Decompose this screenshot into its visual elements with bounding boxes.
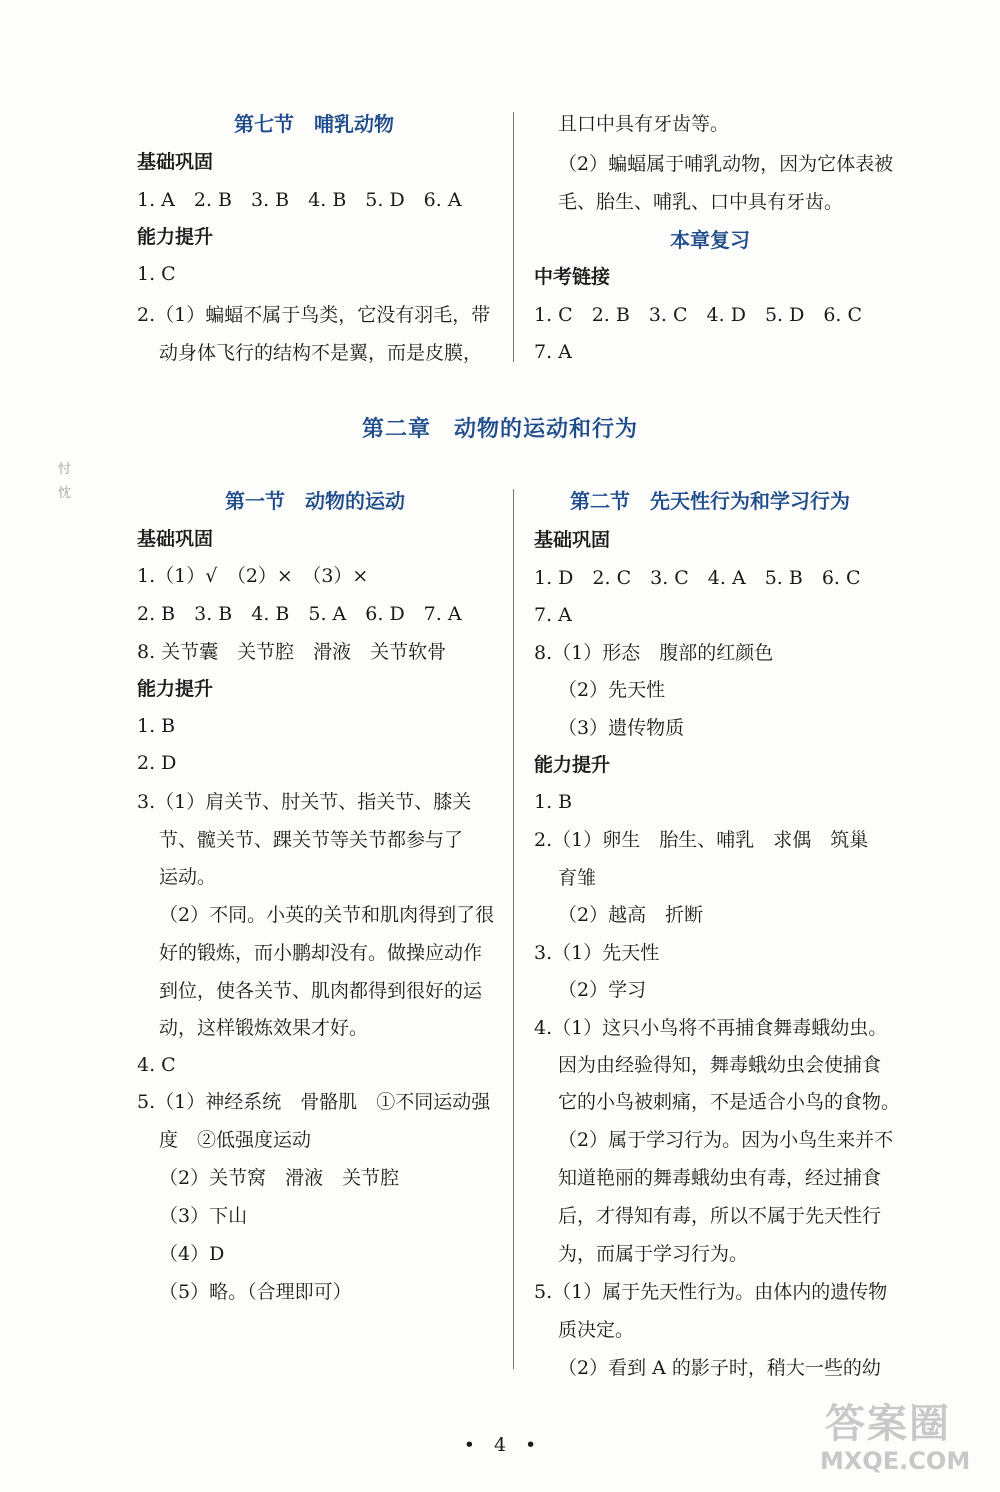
section-title-review: 本章复习 [670, 228, 750, 252]
answer-line: 知道艳丽的舞毒蛾幼虫有毒，经过捕食 [558, 1167, 882, 1189]
answer-line: 7. A [534, 341, 572, 363]
answer-line: 1. A 2. B 3. B 4. B 5. D 6. A [137, 189, 462, 211]
answer-line: （2）属于学习行为。因为小鸟生来并不 [558, 1129, 894, 1151]
answer-line: 4. C [137, 1054, 176, 1076]
answer-line: （2）学习 [558, 979, 647, 1001]
answer-line: 质决定。 [558, 1319, 635, 1341]
answer-line: 它的小鸟被刺痛，不是适合小鸟的食物。 [558, 1091, 901, 1113]
answer-line: （5）略。（合理即可） [159, 1281, 352, 1303]
answer-line: （2）关节窝 滑液 关节腔 [159, 1167, 400, 1189]
column-divider [513, 112, 514, 362]
answer-line: （2）先天性 [558, 679, 666, 701]
answer-line: （2）蝙蝠属于哺乳动物，因为它体表被 [558, 153, 894, 175]
answer-line: 2. D [137, 752, 177, 774]
answer-line: 1. B [137, 715, 176, 737]
column-divider [513, 489, 514, 1369]
heading-advanced: 能力提升 [534, 754, 611, 776]
answer-line: 运动。 [159, 866, 217, 888]
heading-basic: 基础巩固 [534, 529, 611, 551]
answer-line: 动，这样锻炼效果才好。 [159, 1017, 369, 1039]
answer-line: 度 ②低强度运动 [159, 1129, 312, 1151]
answer-line: 3.（1）肩关节、肘关节、指关节、膝关 [137, 791, 472, 813]
answer-line: （4）D [159, 1243, 225, 1265]
answer-line: （2）越高 折断 [558, 904, 704, 926]
answer-line: 育雏 [558, 867, 597, 889]
heading-exam: 中考链接 [534, 266, 611, 288]
answer-line: 4.（1）这只小鸟将不再捕食舞毒蛾幼虫。 [534, 1017, 888, 1039]
heading-advanced: 能力提升 [137, 678, 214, 700]
margin-mark: 忱 [58, 486, 72, 501]
heading-advanced: 能力提升 [137, 226, 214, 248]
watermark-url: MXQE.COM [820, 1447, 971, 1475]
answer-line: 8. 关节囊 关节腔 滑液 关节软骨 [137, 641, 447, 663]
answer-line: 到位，使各关节、肌肉都得到很好的运 [159, 980, 483, 1002]
answer-line: 因为由经验得知，舞毒蛾幼虫会使捕食 [558, 1054, 882, 1076]
section-title-7: 第七节 哺乳动物 [234, 112, 394, 136]
watermark-logo [815, 1392, 995, 1487]
answer-line: 节、髋关节、踝关节等关节都参与了 [159, 829, 464, 851]
answer-line: 好的锻炼，而小鹏却没有。做操应动作 [159, 942, 483, 964]
answer-line: 毛、胎生、哺乳、口中具有牙齿。 [558, 191, 844, 213]
answer-line: 1. D 2. C 3. C 4. A 5. B 6. C [534, 567, 861, 589]
answer-line: 动身体飞行的结构不是翼，而是皮膜， [159, 342, 483, 364]
page-number: • 4 • [463, 1434, 537, 1456]
answer-line: 7. A [534, 604, 572, 626]
answer-line: （3）下山 [159, 1205, 248, 1227]
answer-line: 1.（1）√ （2）× （3）× [137, 565, 369, 587]
answer-line: 且口中具有牙齿等。 [558, 113, 730, 135]
section-title-2: 第二节 先天性行为和学习行为 [570, 489, 850, 513]
answer-line: 1. B [534, 791, 573, 813]
answer-line: 3.（1）先天性 [534, 942, 660, 964]
watermark-text: 答案圈 [825, 1401, 951, 1447]
answer-line: 2.（1）蝙蝠不属于鸟类，它没有羽毛，带 [137, 304, 491, 326]
answer-line: 1. C [137, 263, 176, 285]
answer-line: 8.（1）形态 腹部的红颜色 [534, 642, 774, 664]
answer-line: 2.（1）卵生 胎生、哺乳 求偶 筑巢 [534, 829, 869, 851]
margin-mark: 忖 [58, 462, 72, 477]
answer-line: 5.（1）神经系统 骨骼肌 ①不同运动强 [137, 1091, 491, 1113]
answer-line: 2. B 3. B 4. B 5. A 6. D 7. A [137, 603, 462, 625]
chapter-title: 第二章 动物的运动和行为 [361, 416, 638, 442]
answer-line: （2）看到 A 的影子时，稍大一些的幼 [558, 1357, 881, 1379]
section-title-1: 第一节 动物的运动 [225, 489, 405, 513]
answer-line: 后，才得知有毒，所以不属于先天性行 [558, 1205, 882, 1227]
answer-line: （3）遗传物质 [558, 717, 685, 739]
heading-basic: 基础巩固 [137, 528, 214, 550]
answer-line: 5.（1）属于先天性行为。由体内的遗传物 [534, 1281, 888, 1303]
answer-line: 1. C 2. B 3. C 4. D 5. D 6. C [534, 304, 863, 326]
heading-basic: 基础巩固 [137, 151, 214, 173]
answer-line: （2）不同。小英的关节和肌肉得到了很 [159, 904, 495, 926]
answer-line: 为，而属于学习行为。 [558, 1243, 749, 1265]
